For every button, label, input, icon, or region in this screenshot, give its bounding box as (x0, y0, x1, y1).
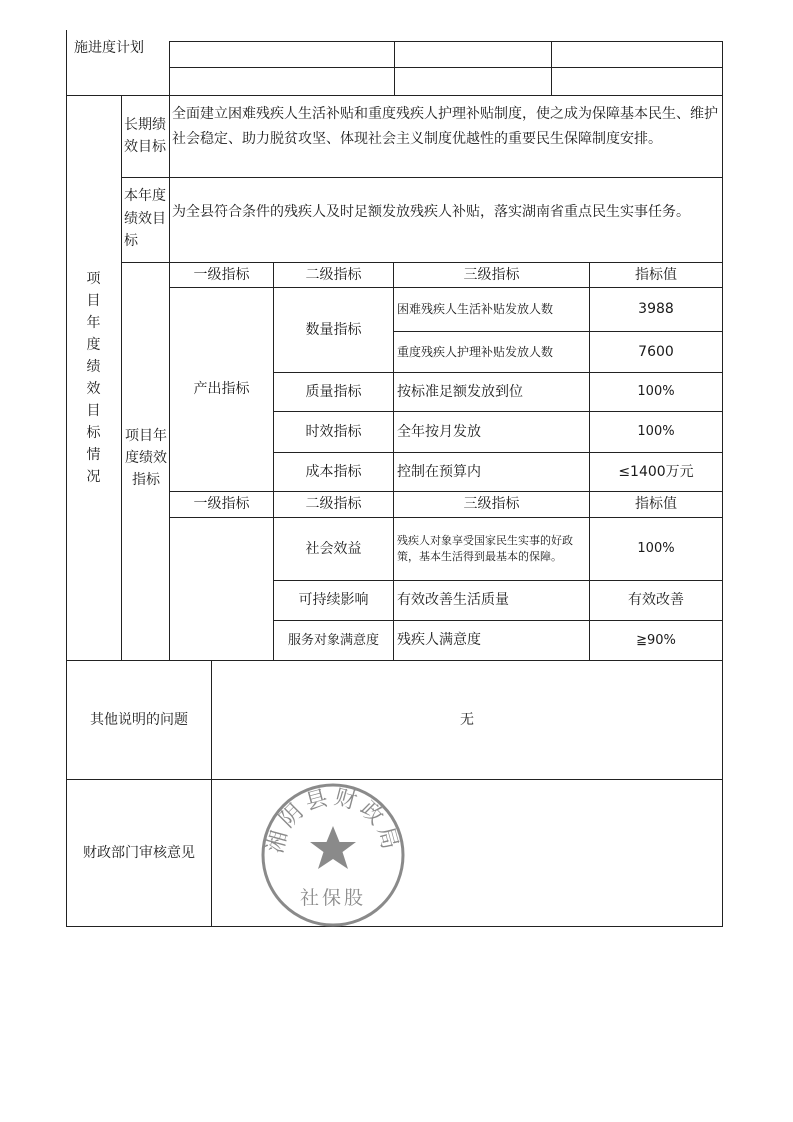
header-value: 指标值 (635, 496, 677, 513)
section-label-char: 情 (86, 446, 101, 463)
rule (394, 41, 395, 95)
rule (121, 177, 723, 178)
section-label-char: 目 (86, 402, 101, 419)
section-label-char: 绩 (86, 358, 101, 375)
section-label-char: 度 (86, 336, 101, 353)
row-level2: 服务对象满意度 (287, 632, 379, 648)
star-icon (310, 826, 356, 869)
row-level3: 重度残疾人护理补贴发放人数 (397, 344, 554, 359)
header-level3: 三级指标 (463, 496, 520, 513)
seal-bottom-text: 社保股 (299, 887, 367, 909)
rule (169, 67, 723, 68)
section-label-char: 效 (86, 380, 101, 397)
row-level3: 全年按月发放 (397, 423, 481, 440)
annual-label: 本年度绩效目标 (124, 188, 166, 250)
row-level2: 成本指标 (305, 463, 362, 480)
quantity-label: 数量指标 (305, 321, 362, 338)
row-value: 有效改善 (628, 592, 684, 609)
row-level3: 残疾人满意度 (397, 632, 481, 649)
row-value: 100% (637, 541, 675, 557)
review-label: 财政部门审核意见 (83, 844, 195, 861)
header-level1: 一级指标 (193, 496, 250, 513)
section-label-char: 目 (86, 292, 101, 309)
annual-text: 为全县符合条件的残疾人及时足额发放残疾人补贴，落实湖南省重点民生实事任务。 (172, 204, 690, 220)
row-value: 7600 (638, 343, 674, 360)
row-level2: 社会效益 (305, 540, 362, 557)
row-level3: 按标准足额发放到位 (397, 383, 523, 400)
header-level3: 三级指标 (463, 267, 520, 284)
header-level2: 二级指标 (305, 496, 362, 513)
section-label-char: 标 (86, 424, 101, 441)
official-seal (258, 780, 408, 930)
long-term-label: 长期绩效目标 (124, 116, 166, 155)
header-value: 指标值 (635, 267, 677, 284)
row-level3: 困难残疾人生活补贴发放人数 (397, 302, 554, 317)
seal-graphic (258, 780, 408, 930)
row-value: 100% (637, 384, 675, 400)
row-level2: 时效指标 (305, 423, 362, 440)
row-level3: 有效改善生活质量 (397, 592, 509, 609)
section-label (66, 95, 121, 660)
row-level3: 残疾人对象享受国家民生实事的好政策，基本生活得到最基本的保障。 (397, 534, 573, 563)
row-value: ≤1400万元 (618, 463, 694, 480)
schedule-label: 施进度计划 (74, 40, 144, 57)
row-level2: 质量指标 (305, 383, 362, 400)
header-level2: 二级指标 (305, 267, 362, 284)
header-level1: 一级指标 (193, 267, 250, 284)
row-level2: 可持续影响 (298, 592, 369, 609)
rule (722, 41, 723, 926)
row-value: ≧90% (636, 632, 676, 648)
other-label: 其他说明的问题 (90, 711, 188, 728)
indicators-label: 项目年度绩效指标 (125, 428, 167, 488)
rule (66, 95, 723, 96)
long-term-text: 全面建立困难残疾人生活补贴和重度残疾人护理补贴制度，使之成为保障基本民生、维护社会稳定、助力脱贫攻坚、体现社会主义制度优越性的重要民生保障制度安排。 (172, 106, 718, 147)
rule (393, 262, 394, 660)
section-label-char: 年 (86, 314, 101, 331)
section-label-char: 项 (86, 270, 101, 287)
rule (121, 95, 122, 660)
output-level1: 产出指标 (193, 381, 250, 398)
rule (551, 41, 552, 95)
seal-top-path: 湘阴县财政局 (263, 784, 403, 856)
rule (169, 41, 723, 42)
other-value: 无 (460, 711, 474, 728)
row-level3: 控制在预算内 (397, 463, 481, 480)
section-label-char: 况 (86, 468, 101, 485)
row-value: 100% (637, 424, 675, 440)
row-value: 3988 (638, 301, 674, 318)
